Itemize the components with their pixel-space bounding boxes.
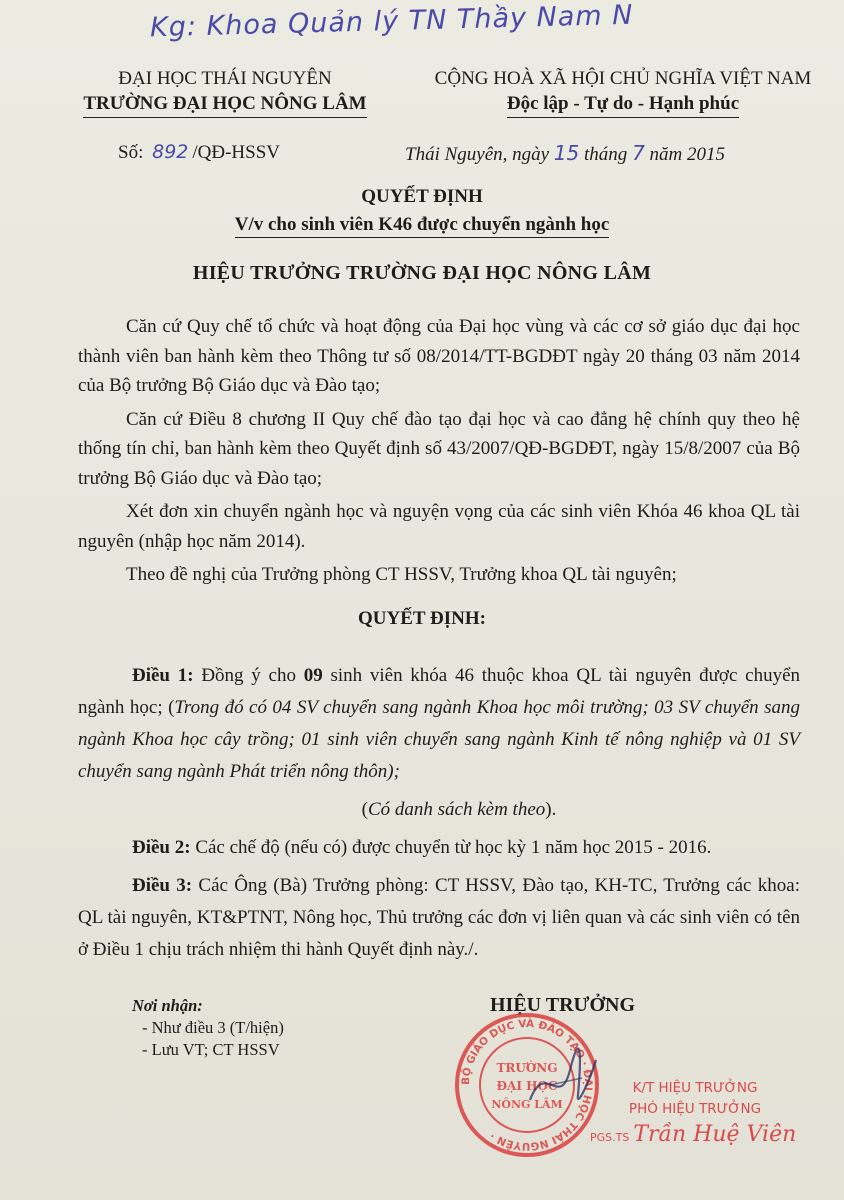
date-day: 15: [553, 141, 580, 165]
header-left-line1: ĐẠI HỌC THÁI NGUYÊN: [118, 68, 332, 89]
article-3-label: Điều 3:: [132, 875, 193, 896]
attached-close: ).: [545, 799, 557, 820]
signature-scrawl-icon: [520, 1040, 600, 1120]
recipients-title: Nơi nhận:: [132, 996, 203, 1015]
article-2-text: Các chế độ (nếu có) được chuyển từ học kỳ 1 năm học 2015 - 2016.: [190, 837, 712, 858]
doc-number-value: 892: [152, 141, 189, 163]
article-1-count: 09: [303, 665, 323, 686]
issuing-authority: HIỆU TRƯỞNG TRƯỜNG ĐẠI HỌC NÔNG LÂM: [192, 262, 652, 284]
header-left-line2: TRƯỜNG ĐẠI HỌC NÔNG LÂM: [83, 91, 366, 118]
signature-subtitle: [615, 1078, 775, 1120]
header-right-line2: Độc lập - Tự do - Hạnh phúc: [507, 91, 739, 118]
attached-list-note: [118, 794, 800, 826]
article-1-text-b: sinh viên khóa 46 thuộc khoa QL tài nguyên được chuyển ngành học; (: [78, 665, 801, 718]
doc-number-prefix: Số:: [118, 142, 144, 163]
recipient-item: - Lưu VT; CT HSSV: [142, 1040, 280, 1059]
preamble-paragraph: Xét đơn xin chuyển ngành học và nguyện vọng của các sinh viên Khóa 46 khoa QL tài nguyên (nhập học năm 2014).: [78, 501, 800, 552]
doc-number: [118, 141, 280, 164]
recipient-item: - Như điều 3 (T/hiện): [142, 1018, 284, 1037]
header-right: [408, 66, 838, 118]
date-line: [405, 141, 725, 166]
date-month: 7: [632, 141, 645, 165]
article-2-label: Điều 2:: [132, 837, 191, 858]
decision-heading: QUYẾT ĐỊNH:: [358, 608, 486, 629]
document-subject-text: V/v cho sinh viên K46 được chuyển ngành học: [235, 214, 610, 238]
article-3-text: Các Ông (Bà) Trưởng phòng: CT HSSV, Đào tạo, KH-TC, Trưởng các khoa: QL tài nguyên, KT&PTNT, Nông học, Thủ trưởng các đơn vị liên quan và các sinh viên có tên ở Điều 1 chịu trách nhiệm thi hành Quyết định này./.: [78, 875, 800, 960]
article-3: [78, 870, 800, 966]
seal-center-2: ĐẠI HỌC: [496, 1079, 558, 1093]
article-1-text-a: Đồng ý cho: [193, 665, 304, 686]
preamble: [78, 312, 800, 594]
article-2: [78, 832, 800, 864]
date-part1: Thái Nguyên, ngày: [405, 144, 550, 165]
article-1: [78, 660, 800, 788]
header-right-line1: CỘNG HOÀ XÃ HỘI CHỦ NGHĨA VIỆT NAM: [434, 68, 812, 89]
seal-ring-text: BỘ GIÁO DỤC VÀ ĐÀO TẠO · ĐẠI HỌC THÁI NGUYÊN ·: [459, 1017, 595, 1153]
signature-title: HIỆU TRƯỞNG: [490, 994, 636, 1016]
signatory-name-text: Trần Huệ Viên: [633, 1122, 797, 1147]
signature-sub1: K/T HIỆU TRƯỞNG: [632, 1080, 758, 1096]
document-subject: [0, 214, 844, 238]
signatory-degree: PGS.TS: [590, 1131, 630, 1144]
date-part3: năm 2015: [649, 144, 726, 165]
signatory-name: [590, 1122, 796, 1147]
handwritten-note: Kg: Khoa Quản lý TN Thầy Nam N: [149, 0, 634, 44]
article-1-label: Điều 1:: [132, 665, 194, 686]
signature-sub2: PHÓ HIỆU TRƯỞNG: [628, 1101, 762, 1117]
articles: [78, 660, 800, 972]
recipients: [132, 995, 284, 1061]
article-1-italic: Trong đó có 04 SV chuyển sang ngành Khoa học môi trường; 03 SV chuyển sang ngành Khoa học cây trồng; 01 sinh viên chuyển sang ngành Kinh tế nông nghiệp và 01 SV chuyển sang ngành Phát triển nông thôn);: [78, 697, 800, 782]
attached-text: Có danh sách kèm theo: [367, 799, 546, 820]
document-title: QUYẾT ĐỊNH: [361, 186, 483, 207]
preamble-paragraph: Căn cứ Điều 8 chương II Quy chế đào tạo đại học và cao đẳng hệ chính quy theo hệ thống tín chỉ, ban hành kèm theo Quyết định số 43/2007/QĐ-BGDĐT, ngày 15/8/2007 của Bộ trưởng Bộ Giáo dục và Đào tạo;: [78, 408, 800, 489]
seal-center-1: TRƯỜNG: [496, 1061, 558, 1075]
date-part2: tháng: [584, 144, 628, 165]
header-left: [50, 66, 400, 118]
attached-open: (: [361, 799, 368, 820]
preamble-paragraph: Theo đề nghị của Trưởng phòng CT HSSV, Trưởng khoa QL tài nguyên;: [126, 564, 677, 585]
seal-center-3: NÔNG LÂM: [491, 1098, 563, 1111]
preamble-paragraph: Căn cứ Quy chế tổ chức và hoạt động của Đại học vùng và các cơ sở giáo dục đại học thành viên ban hành kèm theo Thông tư số 08/2014/TT-BGDĐT ngày 20 tháng 03 năm 2014 của Bộ trưởng Bộ Giáo dục và Đào tạo;: [78, 316, 800, 396]
doc-number-suffix: /QĐ-HSSV: [192, 142, 280, 163]
